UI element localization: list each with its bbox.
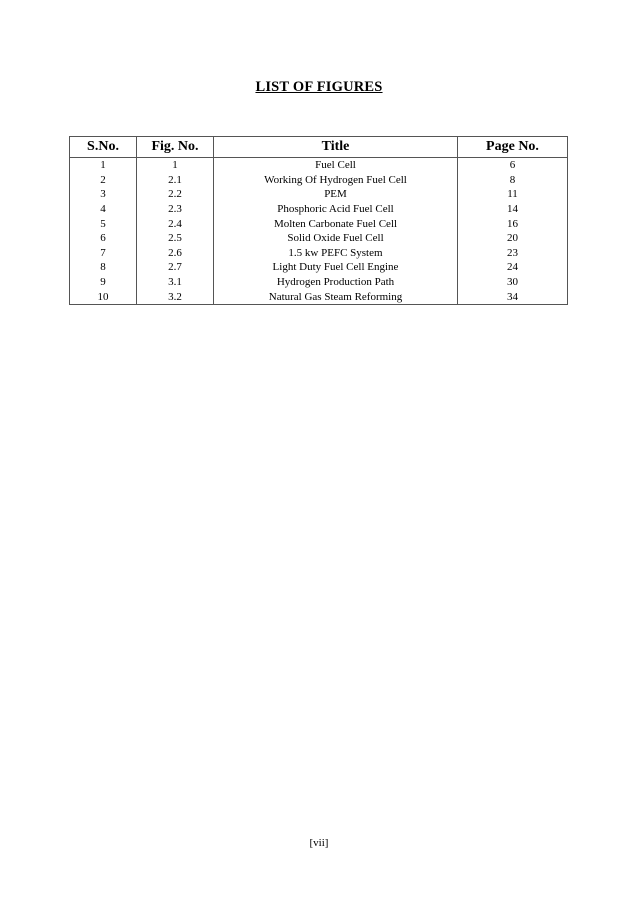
table-header (70, 137, 568, 158)
cell-sno: 1 (70, 158, 137, 173)
table-row (70, 202, 568, 217)
cell-page-no: 11 (458, 187, 568, 202)
cell-title: Phosphoric Acid Fuel Cell (214, 202, 458, 217)
cell-sno: 7 (70, 246, 137, 261)
cell-sno: 9 (70, 275, 137, 290)
header-sno: S.No. (70, 137, 137, 158)
cell-fig-no: 3.2 (137, 289, 214, 304)
cell-fig-no: 3.1 (137, 275, 214, 290)
cell-page-no: 6 (458, 158, 568, 173)
cell-title: Light Duty Fuel Cell Engine (214, 260, 458, 275)
cell-fig-no: 2.4 (137, 216, 214, 231)
cell-title: Fuel Cell (214, 158, 458, 173)
header-fig-no: Fig. No. (137, 137, 214, 158)
cell-fig-no: 2.1 (137, 173, 214, 188)
figures-table (69, 136, 568, 305)
cell-title: PEM (214, 187, 458, 202)
cell-fig-no: 2.3 (137, 202, 214, 217)
table-body (70, 158, 568, 305)
header-title: Title (214, 137, 458, 158)
page-title: LIST OF FIGURES (255, 79, 383, 95)
cell-sno: 3 (70, 187, 137, 202)
table-row (70, 216, 568, 231)
table-row (70, 187, 568, 202)
table-row (70, 260, 568, 275)
cell-title: Natural Gas Steam Reforming (214, 289, 458, 304)
cell-page-no: 14 (458, 202, 568, 217)
cell-fig-no: 2.2 (137, 187, 214, 202)
cell-sno: 8 (70, 260, 137, 275)
cell-page-no: 8 (458, 173, 568, 188)
cell-fig-no: 1 (137, 158, 214, 173)
cell-page-no: 30 (458, 275, 568, 290)
table-row (70, 275, 568, 290)
table-row (70, 246, 568, 261)
cell-title: 1.5 kw PEFC System (214, 246, 458, 261)
table-row (70, 231, 568, 246)
cell-fig-no: 2.5 (137, 231, 214, 246)
cell-fig-no: 2.7 (137, 260, 214, 275)
cell-title: Solid Oxide Fuel Cell (214, 231, 458, 246)
cell-page-no: 34 (458, 289, 568, 304)
page-number: [vii] (309, 837, 329, 849)
cell-sno: 4 (70, 202, 137, 217)
cell-title: Working Of Hydrogen Fuel Cell (214, 173, 458, 188)
cell-page-no: 24 (458, 260, 568, 275)
cell-sno: 6 (70, 231, 137, 246)
table-row (70, 158, 568, 173)
cell-page-no: 23 (458, 246, 568, 261)
cell-sno: 5 (70, 216, 137, 231)
table-row (70, 289, 568, 304)
cell-title: Molten Carbonate Fuel Cell (214, 216, 458, 231)
cell-sno: 2 (70, 173, 137, 188)
header-row (70, 137, 568, 158)
cell-title: Hydrogen Production Path (214, 275, 458, 290)
cell-sno: 10 (70, 289, 137, 304)
table-row (70, 173, 568, 188)
header-page-no: Page No. (458, 137, 568, 158)
cell-page-no: 20 (458, 231, 568, 246)
cell-page-no: 16 (458, 216, 568, 231)
cell-fig-no: 2.6 (137, 246, 214, 261)
